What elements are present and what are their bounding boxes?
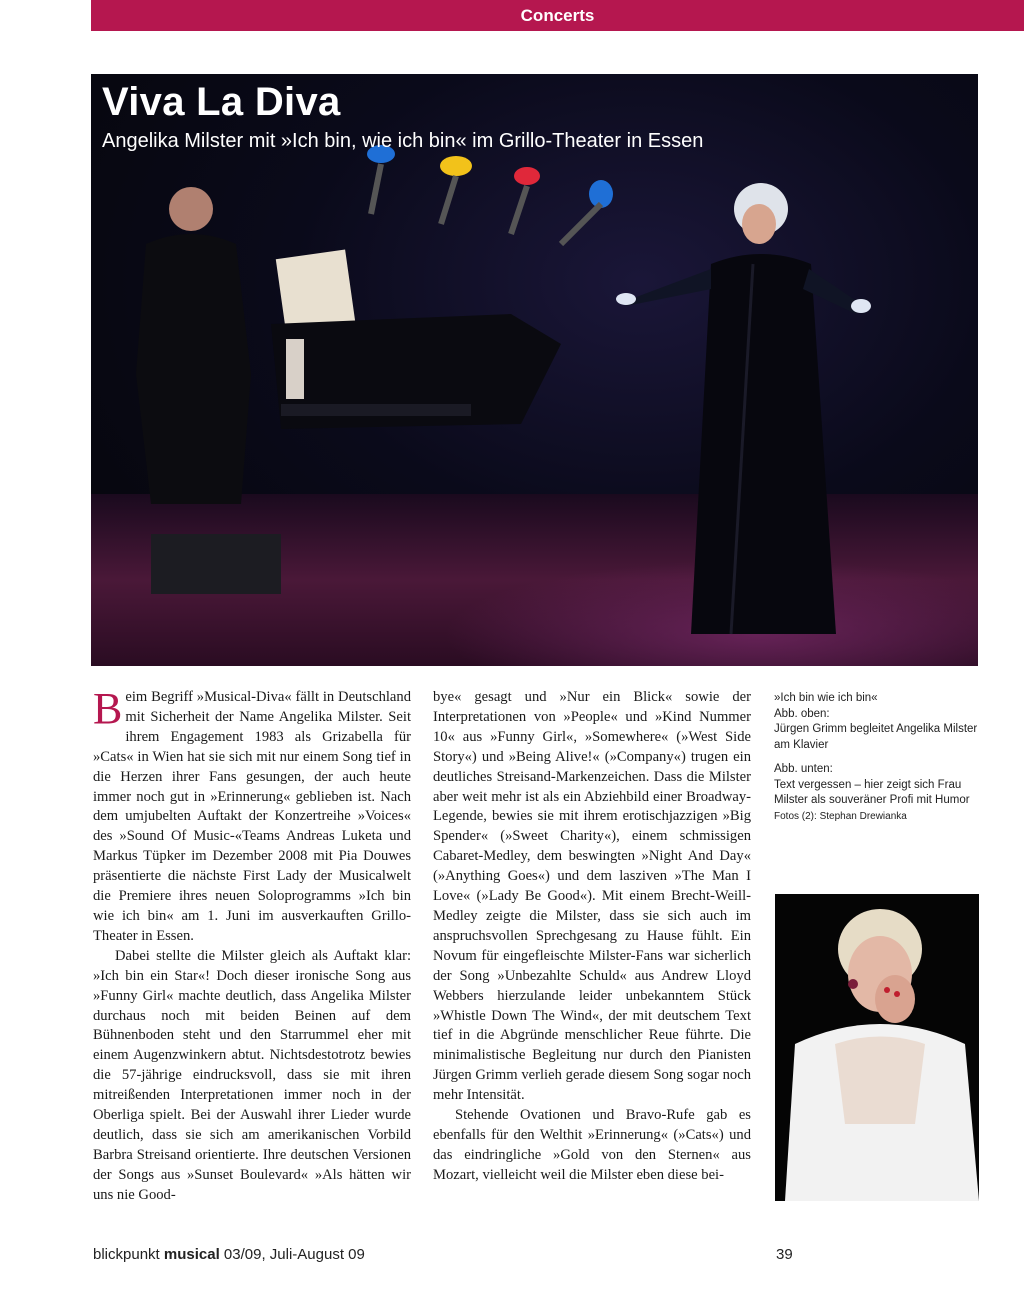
paragraph: bye« gesagt und »Nur ein Blick« sowie der Interpretationen von »People« und »Kind Nummer 10« aus »Funny Girl«, »Somewhere« (»West Side Story«) und »Being Alive!« (»Company«) trugen ein deutliches Streisand-Markenzeichen. Dass die Milster aber weit mehr ist als ein Abziehbild einer Broadway-Legende, bewies sie mit ihrem erotischjazzigen »Big Spender« (»Sweet Charity«), einem schmissigen Cabaret-Medley, dem beswingten »Night And Day« (»Anything Goes«) und dem lasziven »The Man I Love« (»Lady Be Good«). Mit einem Brecht-Weill-Medley zeigte die Milster, dass sie sich auch im anspruchsvollen Sprechgesang zu Hause fühlt. Ein Novum für eingefleischte Milster-Fans war sicherlich der Song »Unbezahlte Schuld« aus Andrew Lloyd Webbers hierzulande leider unbekanntem Stück »Whistle Down The Wind«, der mit deutschem Text tief in die Abgründe menschlicher Reue führte. Die minimalistische Begleitung nur durch den Pianisten Jürgen Grimm verlieh gerade diesem Song sogar noch mehr Intensität.: [433, 689, 751, 1104]
section-header: [91, 0, 1024, 31]
stage-lights: [367, 145, 613, 244]
paragraph: Dabei stellte die Milster gleich als Auftakt klar: »Ich bin ein Star«! Doch dieser ironische Song aus »Funny Girl« machte deutlich, dass Angelika Milster durchaus noch mit beiden Beinen auf dem Bühnenboden steht und den Starrummel eher mit einem Augenzwinkern abtut. Nichtsdestotrotz bewies die 57-jährige eindrucksvoll, dass sie mit ihren mitreißenden Interpretationen immer noch in der Oberliga spielt. Bei der Auswahl ihrer Lieder wurde deutlich, dass sie sich am amerikanischen Vorbild Barbra Streisand orientierte. Ihre deutschen Versionen der Songs aus »Sunset Boulevard« »Als hätten wir uns nie Good-: [93, 947, 411, 1203]
paragraph: Stehende Ovationen und Bravo-Rufe gab es ebenfalls für den Welthit »Erinnerung« (»Cats«) und das eindringliche »Gold von den Sternen« aus Mozart, vielleicht weil die Milster eben diese bei-: [433, 1107, 751, 1183]
caption-label-bottom: Abb. unten:: [774, 763, 833, 775]
section-label: Concerts: [520, 6, 595, 25]
publication-footer: blickpunkt musical 03/09, Juli-August 09: [93, 1246, 365, 1263]
article-subtitle: Angelika Milster mit »Ich bin, wie ich bin« im Grillo-Theater in Essen: [102, 130, 704, 152]
singer-portrait-photo: [775, 894, 979, 1201]
caption-text-top: Jürgen Grimm begleitet Angelika Milster am Klavier: [774, 723, 978, 751]
article-column-1: [93, 684, 411, 1206]
magazine-name: musical: [163, 1246, 220, 1263]
concert-stage-illustration: [91, 74, 978, 666]
caption-label-top: Abb. oben:: [774, 707, 830, 720]
article-title: Viva La Diva: [102, 80, 341, 124]
hero-photo: [91, 74, 978, 666]
paragraph-text: eim Begriff »Musical-Diva« fällt in Deutschland mit Sicherheit der Name Angelika Milster. Seit ihrem Engagement 1983 als Grizabella für »Cats« in Wien hat sie sich mit nur einem Song tief in die Herzen ihrer Fans gesungen, der auch heute immer noch gut in »Erinnerung« geblieben ist. Nach dem umjubelten Auftakt der Konzertreihe »Voices« des »Sound Of Music-«Teams Andreas Luketa und Markus Tüpker im Dezember 2008 mit Pia Douwes präsentierte die nächste First Lady der Musicalwelt die Premiere ihres neuen Soloprogramms »Ich bin wie ich bin« am 1. Juni im ausverkauften Grillo-Theater in Essen.: [93, 689, 411, 944]
drop-cap: B: [93, 684, 123, 733]
pianist: [136, 187, 251, 504]
page-number: 39: [776, 1246, 793, 1263]
caption-text-bottom: Text vergessen – hier zeigt sich Frau Milster als souveräner Profi mit Humor: [774, 778, 970, 806]
singer-laughing-illustration: [775, 894, 979, 1201]
article-column-2: [433, 688, 751, 1186]
paragraph: [93, 684, 411, 947]
caption-title: »Ich bin wie ich bin«: [774, 692, 878, 704]
photo-credit: Fotos (2): Stephan Drewianka: [774, 810, 907, 822]
photo-caption: [774, 691, 984, 824]
